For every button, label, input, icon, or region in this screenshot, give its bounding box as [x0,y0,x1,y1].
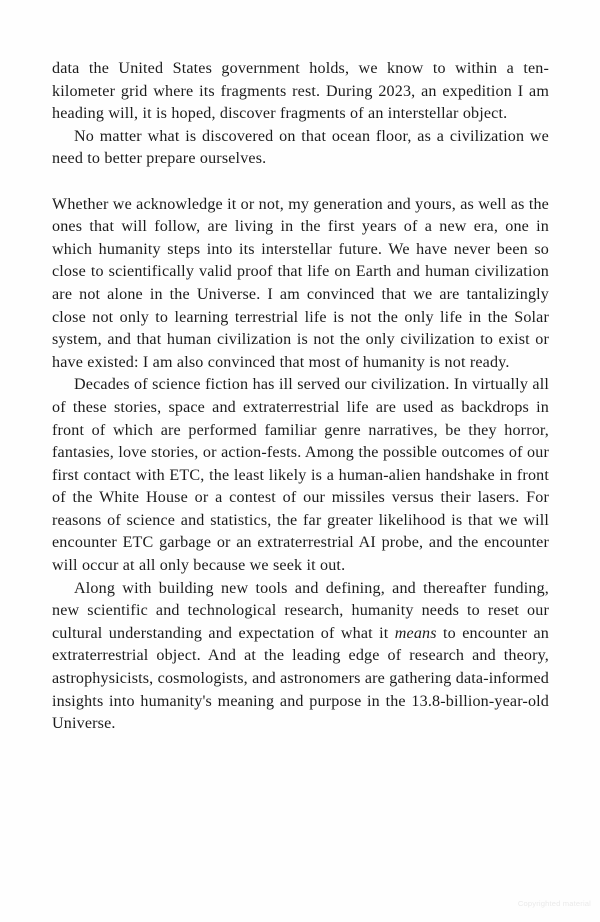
emphasized-word: means [394,624,437,642]
paragraph-whether-we-acknowledge: Whether we acknowledge it or not, my generation and yours, as well as the ones that will follow, are living in the first years of a new era, one in which humanity steps into its interstellar future. We have never been so close to scientifically valid proof that life on Earth and human civilization are not alone in the Universe. I am convinced that we are tantalizingly close not only to learning terrestrial life is not the only life in the Solar system, and that human civilization is not the only civilization to exist or have existed: I am also convinced that most of humanity is not ready. [52,195,549,371]
copyright-watermark: Copyrighted material [517,899,591,908]
paragraph-decades-science-fiction: Decades of science fiction has ill served our civilization. In virtually all of these stories, space and extraterrestrial life are used as backdrops in front of which are performed familiar genre narratives, be they horror, fantasies, love stories, or action-fests. Among the possible outcomes of our first contact with ETC, the least likely is a human-alien handshake in front of the White House or a contest of our missiles versus their lasers. For reasons of science and statistics, the far greater likelihood is that we will encounter ETC garbage or an extraterrestrial AI probe, and the encounter will occur at all only because we seek it out. [52,376,549,575]
body-text-column [52,58,549,736]
paragraph-continuation: data the United States government holds, we know to within a ten-kilometer grid where its fragments rest. During 2023, an expedition I am heading will, it is hoped, discover fragments of an interstellar object. [52,60,549,123]
paragraph-along-with-building: Along with building new tools and defining, and thereafter funding, new scientific and technological research, humanity needs to reset our cultural understanding and expectation of what it means to encounter an extraterrestrial object. And at the leading edge of research and theory, astrophysicists, cosmologists, and astronomers are gathering data-informed insights into humanity's meaning and purpose in the 13.8-billion-year-old Universe. [52,579,550,733]
paragraph-no-matter: No matter what is discovered on that ocean floor, as a civilization we need to better prepare ourselves. [52,127,549,168]
